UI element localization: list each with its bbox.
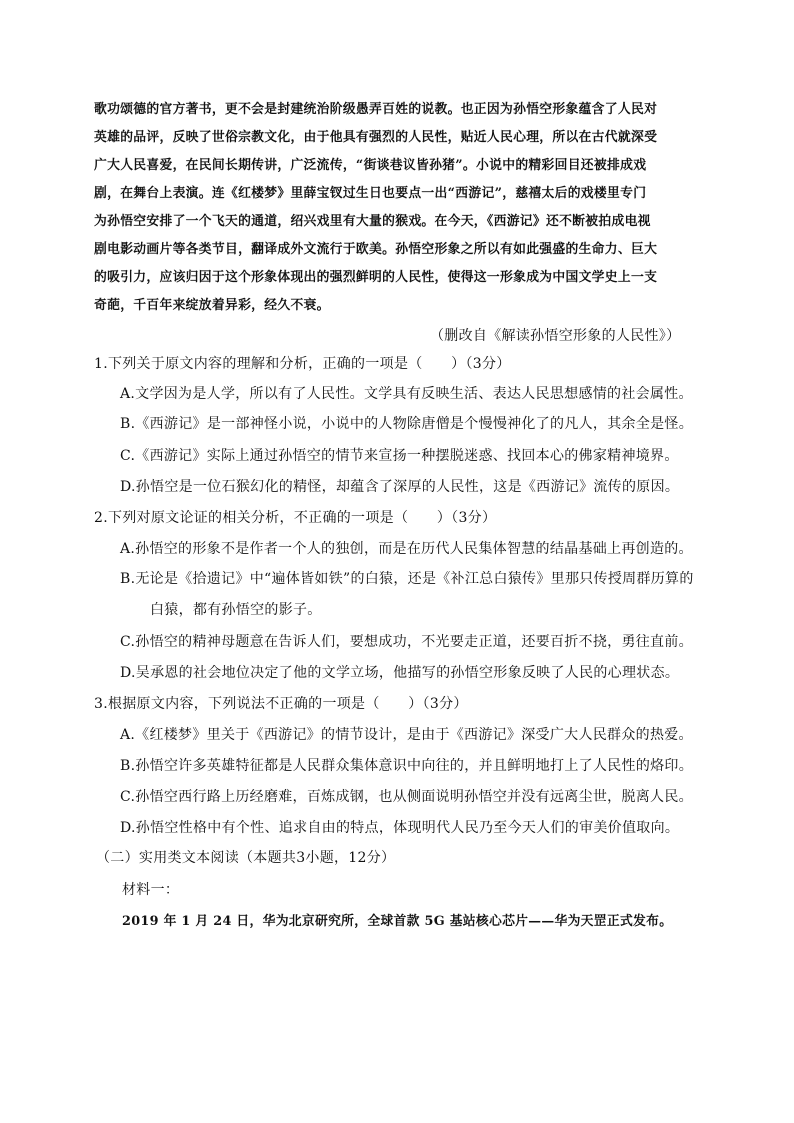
option-a: A.文学因为是人学，所以有了人民性。文学具有反映生活、表达人民思想感情的社会属性。	[120, 386, 693, 402]
section-heading: （二）实用类文本阅读（本题共3小题，12分）	[96, 850, 396, 866]
passage-line: 为孙悟空安排了一个飞天的通道，绍兴戏里有大量的猴戏。在今天，《西游记》还不断被拍成电视	[94, 214, 651, 229]
option-d: D.孙悟空是一位石猴幻化的精怪，却蕴含了深厚的人民性，这是《西游记》流传的原因。	[120, 479, 680, 495]
passage-line: 歌功颂德的官方著书，更不会是封建统治阶级愚弄百姓的说教。也正因为孙悟空形象蕴含了人民对	[94, 102, 658, 117]
passage-line: 的吸引力，应该归因于这个形象体现出的强烈鲜明的人民性，使得这一形象成为中国文学史上一支	[94, 270, 658, 285]
option-c: C.孙悟空西行路上历经磨难，百炼成钢，也从侧面说明孙悟空并没有远离尘世，脱离人民。	[120, 789, 693, 805]
passage-source: （删改自《解读孙悟空形象的人民性》）	[430, 328, 681, 344]
material-first-line: 2019 年 1 月 24 日，华为北京研究所，全球首款 5G 基站核心芯片——华为天罡正式发布。	[122, 914, 673, 929]
option-d: D.孙悟空性格中有个性、追求自由的特点，体现明代人民乃至今天人们的审美价值取向。	[120, 820, 680, 836]
option-c: C.孙悟空的精神母题意在告诉人们，要想成功，不光要走正道，还要百折不挠，勇往直前。	[120, 634, 693, 650]
question-stem: 3.根据原文内容，下列说法不正确的一项是（ ）（3分）	[94, 696, 468, 712]
option-b: B.孙悟空许多英雄特征都是人民群众集体意识中向往的，并且鲜明地打上了人民性的烙印。	[120, 758, 694, 774]
option-a: A.孙悟空的形象不是作者一个人的独创，而是在历代人民集体智慧的结晶基础上再创造的。	[120, 541, 693, 557]
passage-line: 剧，在舞台上表演。连《红楼梦》里薛宝钗过生日也要点一出“西游记”，慈禧太后的戏楼里专门	[94, 186, 647, 201]
question-stem: 1.下列关于原文内容的理解和分析，正确的一项是（ ）（3分）	[94, 356, 511, 372]
question-stem: 2.下列对原文论证的相关分析，不正确的一项是（ ）（3分）	[94, 510, 497, 526]
passage-line: 英雄的品评，反映了世俗宗教文化，由于他具有强烈的人民性，贴近人民心理，所以在古代就深受	[94, 130, 658, 145]
passage-line: 剧电影动画片等各类节目，翻译成外文流行于欧美。孙悟空形象之所以有如此强盛的生命力、巨大	[94, 242, 658, 257]
passage-line: 奇葩，千百年来绽放着异彩，经久不衰。	[94, 298, 330, 313]
option-a: A.《红楼梦》里关于《西游记》的情节设计，是由于《西游记》深受广大人民群众的热爱。	[120, 727, 693, 743]
option-d: D.吴承恩的社会地位决定了他的文学立场，他描写的孙悟空形象反映了人民的心理状态。	[120, 665, 680, 681]
option-b-continued: 白猿，都有孙悟空的影子。	[150, 602, 322, 618]
option-b: B.《西游记》是一部神怪小说，小说中的人物除唐僧是个慢慢神化了的凡人，其余全是怪。	[120, 416, 694, 432]
option-b: B.无论是《拾遗记》中“遍体皆如铁”的白猿，还是《补江总白猿传》里那只传授周群历算的	[120, 571, 694, 587]
material-label: 材料一：	[122, 882, 180, 898]
option-c: C.《西游记》实际上通过孙悟空的情节来宣扬一种摆脱迷惑、找回本心的佛家精神境界。	[120, 448, 679, 464]
passage-line: 广大人民喜爱，在民间长期传讲，广泛流传，“街谈巷议皆孙猪”。小说中的精彩回目还被排成戏	[94, 158, 647, 173]
